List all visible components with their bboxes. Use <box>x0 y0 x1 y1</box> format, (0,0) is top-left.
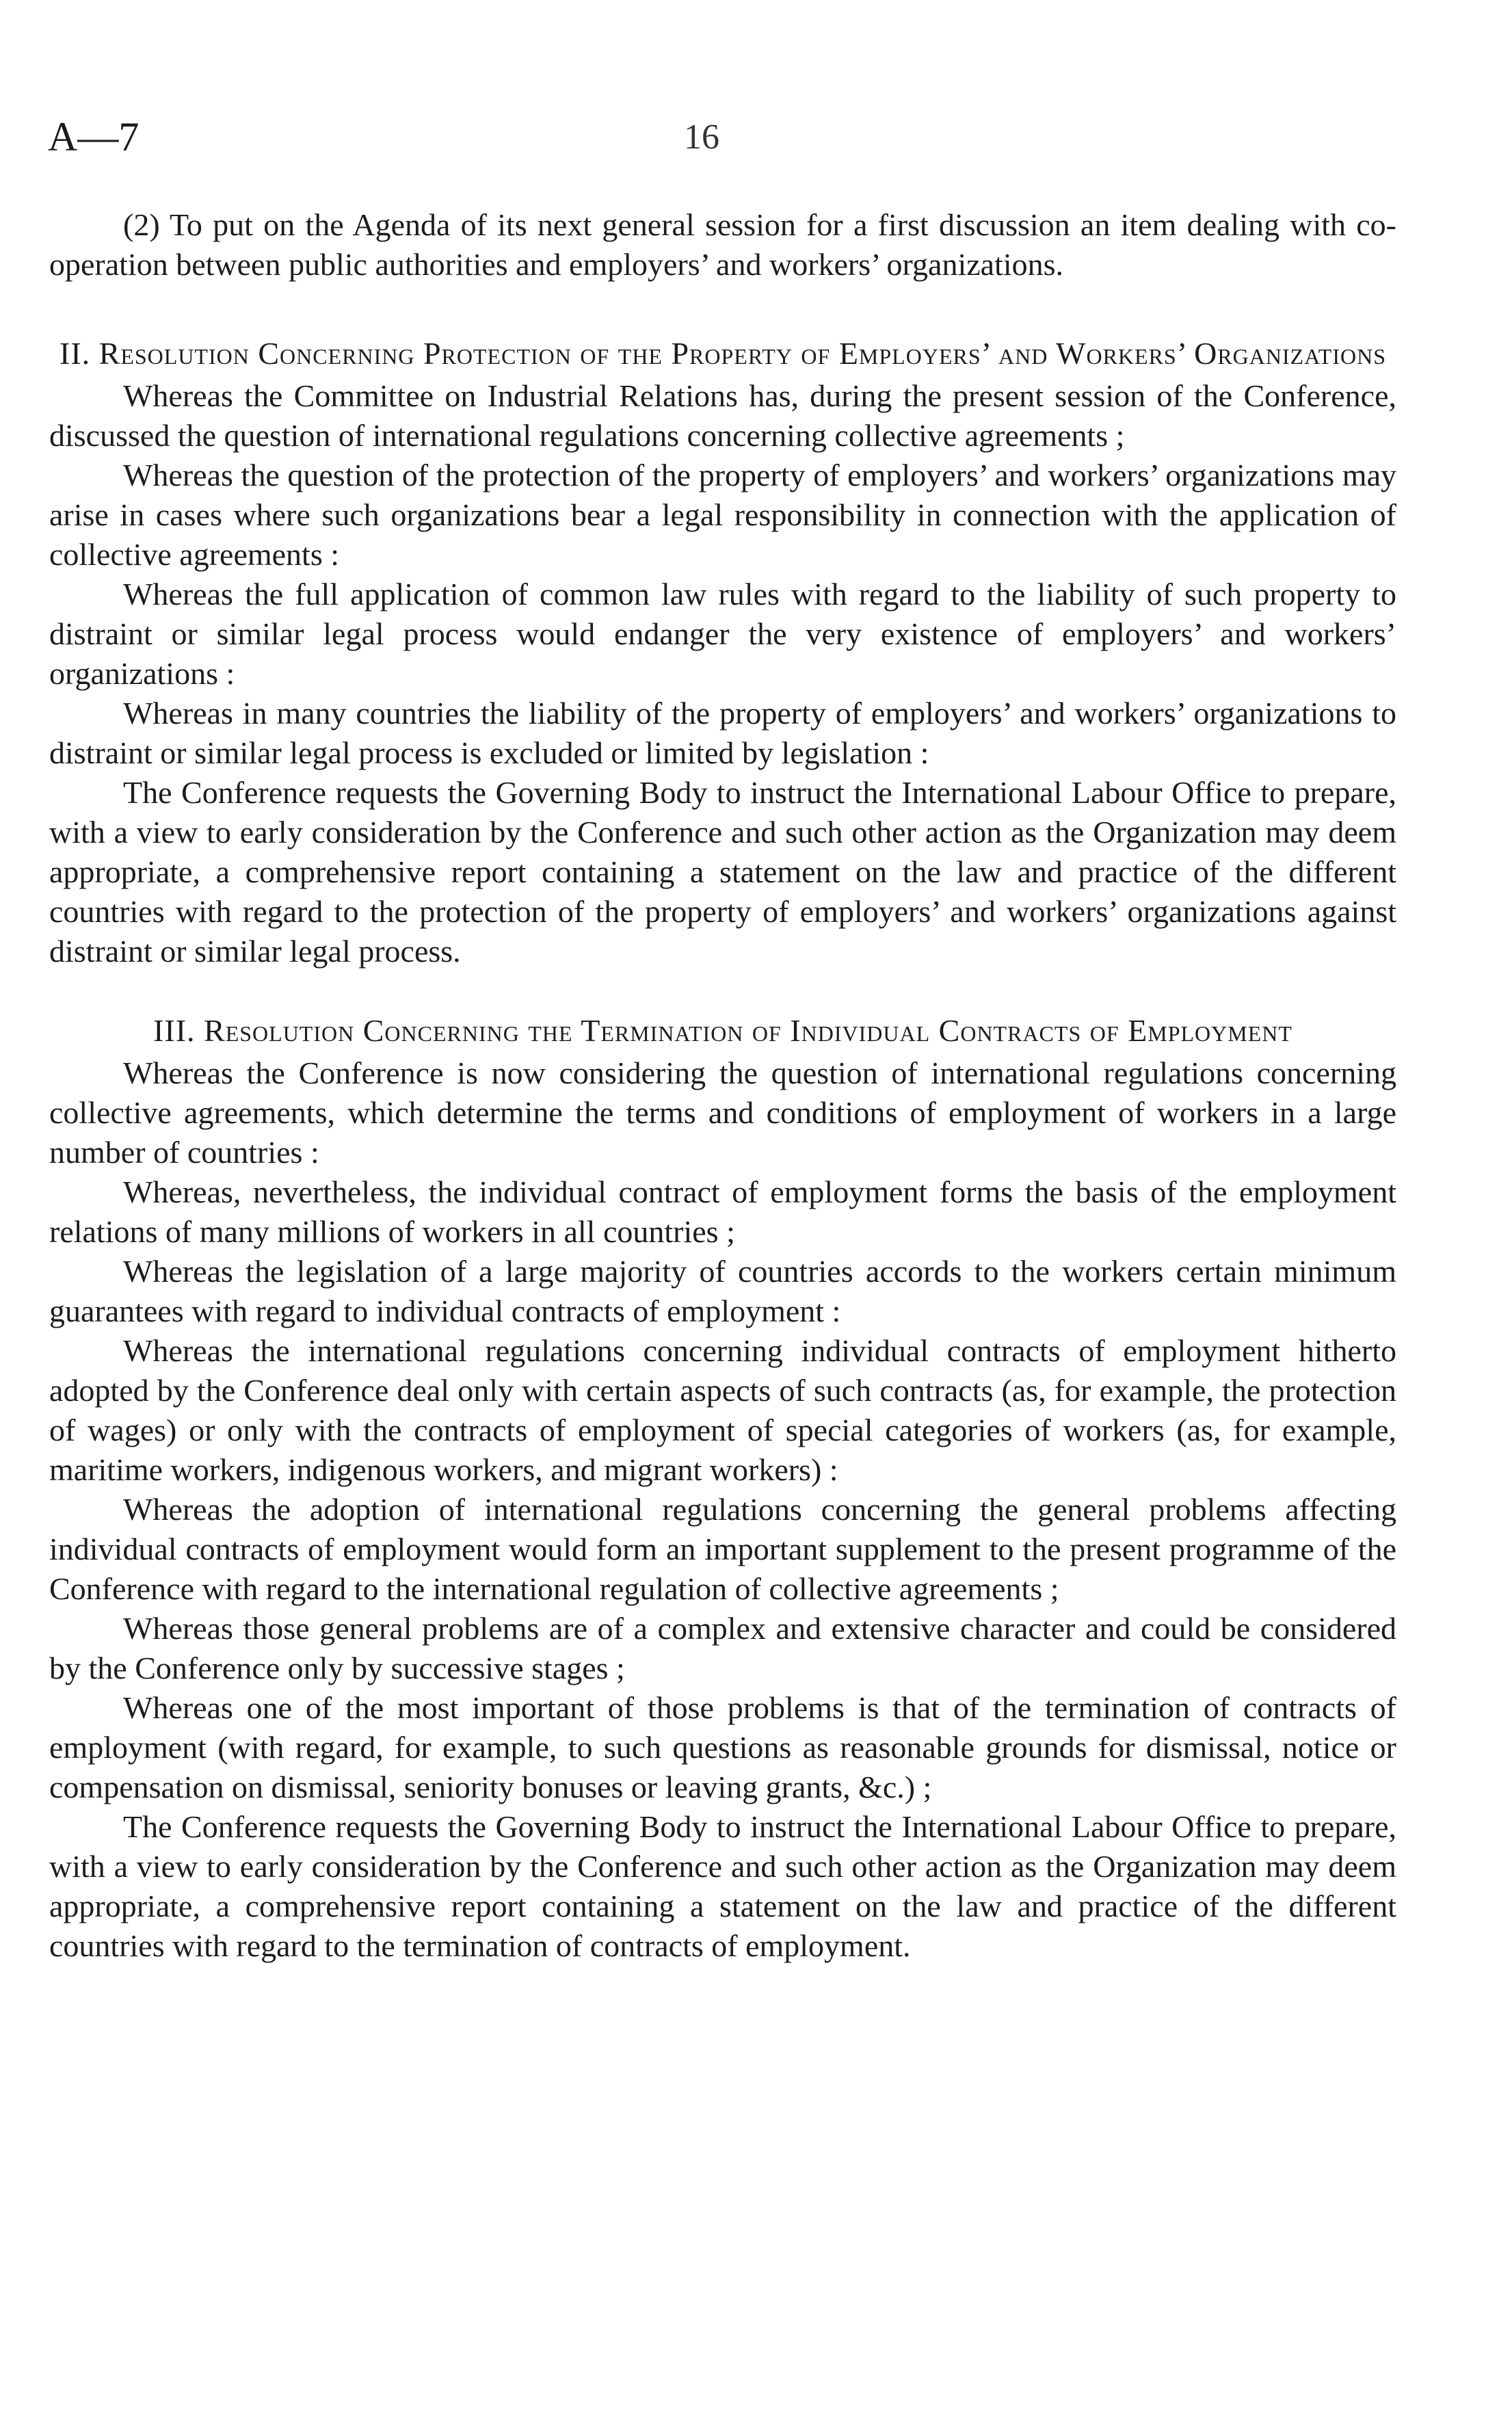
section-3-heading-text: III. Resolution Concerning the Termination of Individual Contracts of Employment <box>153 1013 1292 1048</box>
section-2-paragraph: The Conference requests the Governing Body to instruct the International Labour Office to prepare, with a view to early consideration by the Conference and such other action as the Organization may deem appropriate, a comprehensive report containing a statement on the law and practice of the different countries with regard to the protection of the property of employers’ and workers’ organizations against distraint or similar legal process. <box>49 775 1396 969</box>
section-2-heading <box>49 334 1396 373</box>
document-reference: A—7 <box>48 114 140 159</box>
section-3-paragraph: Whereas, nevertheless, the individual contract of employment forms the basis of the employment relations of many millions of workers in all countries ; <box>49 1174 1396 1249</box>
section-3-heading <box>49 1011 1396 1051</box>
section-3-paragraph: The Conference requests the Governing Body to instruct the International Labour Office to prepare, with a view to early consideration by the Conference and such other action as the Organization may deem appropriate, a comprehensive report containing a statement on the law and practice of the different countries with regard to the termination of contracts of employment. <box>49 1809 1396 1963</box>
section-2-paragraph: Whereas the full application of common law rules with regard to the liability of such property to distraint or similar legal process would endanger the very existence of employers’ and workers’ organizations : <box>49 577 1396 691</box>
section-2-paragraph: Whereas the Committee on Industrial Relations has, during the present session of the Conference, discussed the question of international regulations concerning collective agreements ; <box>49 378 1396 453</box>
section-divider <box>49 971 1396 1011</box>
section-3-paragraph: Whereas one of the most important of those problems is that of the termination of contracts of employment (with regard, for example, to such questions as reasonable grounds for dismissal, notice or compensation on dismissal, seniority bonuses or leaving grants, &c.) ; <box>49 1690 1396 1804</box>
section-3-paragraph: Whereas the legislation of a large majority of countries accords to the workers certain minimum guarantees with regard to individual contracts of employment : <box>49 1254 1396 1328</box>
section-3-paragraph: Whereas the international regulations concerning individual contracts of employment hitherto adopted by the Conference deal only with certain aspects of such contracts (as, for example, the protection of wages) or only with the contracts of employment of special categories of workers (as, for example, maritime workers, indigenous workers, and migrant workers) : <box>49 1333 1396 1487</box>
document-body <box>49 205 1396 1966</box>
intro-paragraph: (2) To put on the Agenda of its next general session for a first discussion an item dealing with co-operation between public authorities and employers’ and workers’ organizations. <box>49 207 1396 282</box>
section-2-heading-text: II. Resolution Concerning Protection of the Property of Employers’ and Workers’ Organizations <box>59 336 1386 371</box>
section-2-paragraph: Whereas in many countries the liability of the property of employers’ and workers’ organizations to distraint or similar legal process is excluded or limited by legislation : <box>49 696 1396 770</box>
section-2-paragraph: Whereas the question of the protection of the property of employers’ and workers’ organizations may arise in cases where such organizations bear a legal responsibility in connection with the application of collective agreements : <box>49 458 1396 572</box>
page-number: 16 <box>684 118 719 157</box>
section-3-paragraph: Whereas the adoption of international regulations concerning the general problems affecting individual contracts of employment would form an important supplement to the present programme of the Conference with regard to the international regulation of collective agreements ; <box>49 1492 1396 1606</box>
section-3-paragraph: Whereas the Conference is now considering the question of international regulations concerning collective agreements, which determine the terms and conditions of employment of workers in a large number of countries : <box>49 1055 1396 1170</box>
section-3-paragraph: Whereas those general problems are of a complex and extensive character and could be considered by the Conference only by successive stages ; <box>49 1611 1396 1685</box>
